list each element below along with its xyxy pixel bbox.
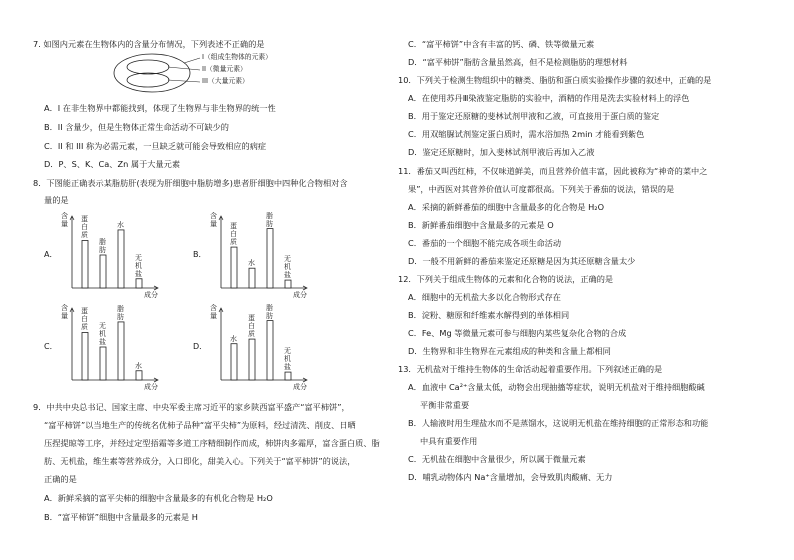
bar-0 xyxy=(82,240,88,288)
q11-stem-line1: 11．番茄又叫西红柿，不仅味道鲜美，而且营养价值丰富，因此被称为“神奇的菜中之 xyxy=(398,166,708,176)
bar-2 xyxy=(267,229,273,288)
bar-label: 蛋白质 xyxy=(230,222,237,247)
q13-option-c: C．无机盐在细胞中含量很少，所以属于微量元素 xyxy=(408,454,586,464)
q7-option-c: C．II 和 III 称为必需元素，一旦缺乏就可能会导致相应的病症 xyxy=(44,141,267,151)
q9-option-c: C．“富平柿饼”中含有丰富的钙、磷、铁等微量元素 xyxy=(408,39,595,49)
bar-label: 无机盐 xyxy=(284,347,291,372)
q10-option-d: D．鉴定还原糖时，加入斐林试剂甲液后再加入乙液 xyxy=(408,147,595,157)
q8-option-letter: C． xyxy=(44,342,58,351)
bar-0 xyxy=(231,344,237,380)
venn-label-III: III（大量元素） xyxy=(202,77,249,85)
q10-option-c: C．用双缩脲试剂鉴定蛋白质时，需水浴加热 2min 才能看到紫色 xyxy=(408,129,645,139)
bar-3 xyxy=(285,280,291,288)
q8-y-axis-label: 含量 xyxy=(61,212,68,228)
q8-x-axis-label: 成分 xyxy=(293,383,307,391)
venn-label-II: II（微量元素） xyxy=(202,65,247,73)
q8-chart-a xyxy=(44,212,194,300)
q10-stem: 10．下列关于检测生物组织中的糖类、脂肪和蛋白质实验操作步骤的叙述中，正确的是 xyxy=(398,75,712,85)
bar-label: 水 xyxy=(230,334,237,343)
bar-label: 蛋白质 xyxy=(81,307,88,332)
q9-line-3: 压捏提晾等工序，并经过定型捂霜等多道工序精细制作而成，柿饼肉多霜厚，富含蛋白质、脂 xyxy=(44,438,380,448)
q8-chart-b xyxy=(193,212,343,300)
q11-option-d: D．一般不用新鲜的番茄来鉴定还原糖是因为其还原糖含量太少 xyxy=(408,256,636,266)
bar-label: 无机盐 xyxy=(99,322,106,346)
venn-pointer-3 xyxy=(168,80,200,82)
q13-stem: 13．无机盐对于维持生物体的生命活动起着重要作用。下列叙述正确的是 xyxy=(398,364,663,374)
bar-3 xyxy=(136,371,142,380)
bar-label: 无机盐 xyxy=(284,255,291,280)
q11-stem-line2: 果”，中西医对其营养价值认可度都很高。下列关于番茄的说法，错误的是 xyxy=(408,184,675,194)
q7-option-b: B．II 含量少，但是生物体正常生命活动不可缺少的 xyxy=(44,122,229,132)
venn-label-I: I（组成生物体的元素） xyxy=(202,53,272,61)
q12-option-a: A．细胞中的无机盐大多以化合物形式存在 xyxy=(408,292,561,302)
bar-label: 水 xyxy=(248,259,255,268)
q8-chart-d xyxy=(193,304,343,392)
q7-stem: 7. 如图内元素在生物体内的含量分布情况，下列表述不正确的是 xyxy=(33,39,265,49)
q8-x-axis-label: 成分 xyxy=(144,383,158,391)
bar-1 xyxy=(100,255,106,288)
venn-upper-ellipse xyxy=(127,60,169,74)
q9-option-b: B．“富平柿饼”细胞中含量最多的元素是 H xyxy=(44,512,198,522)
venn-pointer-2 xyxy=(168,67,200,70)
bar-0 xyxy=(231,247,237,288)
q13-option-b-line1: B．人输液时用生理盐水而不是蒸馏水，这说明无机盐在维持细胞的正常形态和功能 xyxy=(408,418,709,428)
q7-option-d: D．P、S、K、Ca、Zn 属于大量元素 xyxy=(44,159,181,169)
q8-y-axis-label: 含量 xyxy=(210,304,217,320)
bar-1 xyxy=(100,347,106,380)
bar-3 xyxy=(285,372,291,380)
q11-option-b: B．新鲜番茄细胞中含量最多的元素是 O xyxy=(408,220,554,230)
q8-option-letter: B． xyxy=(193,250,207,259)
bar-3 xyxy=(136,279,142,288)
bar-label: 蛋白质 xyxy=(81,215,88,240)
bar-1 xyxy=(249,339,255,380)
q13-option-a-line2: 平衡非常重要 xyxy=(420,400,470,410)
q13-option-b-line2: 中具有重要作用 xyxy=(420,436,478,446)
q9-option-d: D．“富平柿饼”脂肪含量虽然高，但不是检测脂肪的理想材料 xyxy=(408,57,628,67)
q12-stem: 12．下列关于组成生物体的元素和化合物的说法，正确的是 xyxy=(398,274,614,284)
bar-label: 水 xyxy=(135,361,142,370)
q8-chart-svg xyxy=(193,212,343,300)
bar-2 xyxy=(118,322,124,380)
q8-x-axis-label: 成分 xyxy=(144,291,158,299)
q9-option-a: A．新鲜采摘的富平尖柿的细胞中含量最多的有机化合物是 H₂O xyxy=(44,493,273,503)
venn-lower-ellipse xyxy=(127,73,169,87)
bar-0 xyxy=(82,332,88,380)
q8-chart-svg xyxy=(193,304,343,392)
q9-line-4: 肪、无机盐，维生素等营养成分，入口即化，甜美入心。下列关于“富平柿饼”的说法， xyxy=(44,456,356,466)
bar-label: 蛋白质 xyxy=(248,314,255,339)
q7-venn-diagram xyxy=(112,51,312,95)
q8-x-axis-label: 成分 xyxy=(293,291,307,299)
q9-line-5: 正确的是 xyxy=(44,474,77,484)
q9-line-1: 9．中共中央总书记、国家主席、中央军委主席习近平的家乡陕西富平盛产“富平柿饼”， xyxy=(33,402,350,412)
q10-option-a: A．在使用苏丹Ⅲ染液鉴定脂肪的实验中，酒精的作用是洗去实验材料上的浮色 xyxy=(408,93,690,103)
bar-1 xyxy=(249,268,255,288)
q8-stem-line2: 量的是 xyxy=(44,195,69,205)
q9-line-2: “富平柿饼”以当地生产的传统名优柿子品种“富平尖柿”为原料，经过清洗、削皮、日晒 xyxy=(44,420,356,430)
q13-option-d: D．哺乳动物体内 Na⁺含量增加，会导致肌肉酸痛、无力 xyxy=(408,472,613,482)
bar-label: 脂肪 xyxy=(99,238,106,254)
bar-label: 脂肪 xyxy=(266,211,273,228)
q8-y-axis-label: 含量 xyxy=(210,212,217,228)
q8-y-axis-label: 含量 xyxy=(61,304,68,320)
q8-chart-svg xyxy=(44,212,194,300)
q8-option-letter: D． xyxy=(193,342,208,351)
q10-option-b: B．用于鉴定还原糖的斐林试剂甲液和乙液，可直接用于蛋白质的鉴定 xyxy=(408,111,660,121)
q7-option-a: A．I 在非生物界中都能找到，体现了生物界与非生物界的统一性 xyxy=(44,103,276,113)
bar-2 xyxy=(118,230,124,288)
q8-stem-line1: 8．下图能正确表示某脂肪肝(表现为肝细胞中脂肪增多)患者肝细胞中四种化合物相对含 xyxy=(33,178,348,188)
q8-option-letter: A． xyxy=(44,250,58,259)
q8-chart-c xyxy=(44,304,194,392)
bar-label: 脂肪 xyxy=(117,304,124,321)
q12-option-b: B．淀粉、糖原和纤维素水解得到的单体相同 xyxy=(408,310,570,320)
venn-pointer-1 xyxy=(184,58,200,63)
q8-chart-svg xyxy=(44,304,194,392)
q12-option-c: C．Fe、Mg 等微量元素可参与细胞内某些复杂化合物的合成 xyxy=(408,328,627,338)
q13-option-a-line1: A．血液中 Ca²⁺含量太低，动物会出现抽搐等症状，说明无机盐对于维持细胞酸碱 xyxy=(408,382,705,392)
bar-label: 脂肪 xyxy=(266,303,273,320)
q12-option-d: D．生物界和非生物界在元素组成的种类和含量上都相同 xyxy=(408,346,611,356)
bar-label: 无机盐 xyxy=(135,253,142,278)
q11-option-c: C．番茄的一个细胞不能完成各项生命活动 xyxy=(408,238,562,248)
bar-label: 水 xyxy=(117,220,124,229)
bar-2 xyxy=(267,321,273,380)
q11-option-a: A．采摘的新鲜番茄的细胞中含量最多的化合物是 H₂O xyxy=(408,202,605,212)
